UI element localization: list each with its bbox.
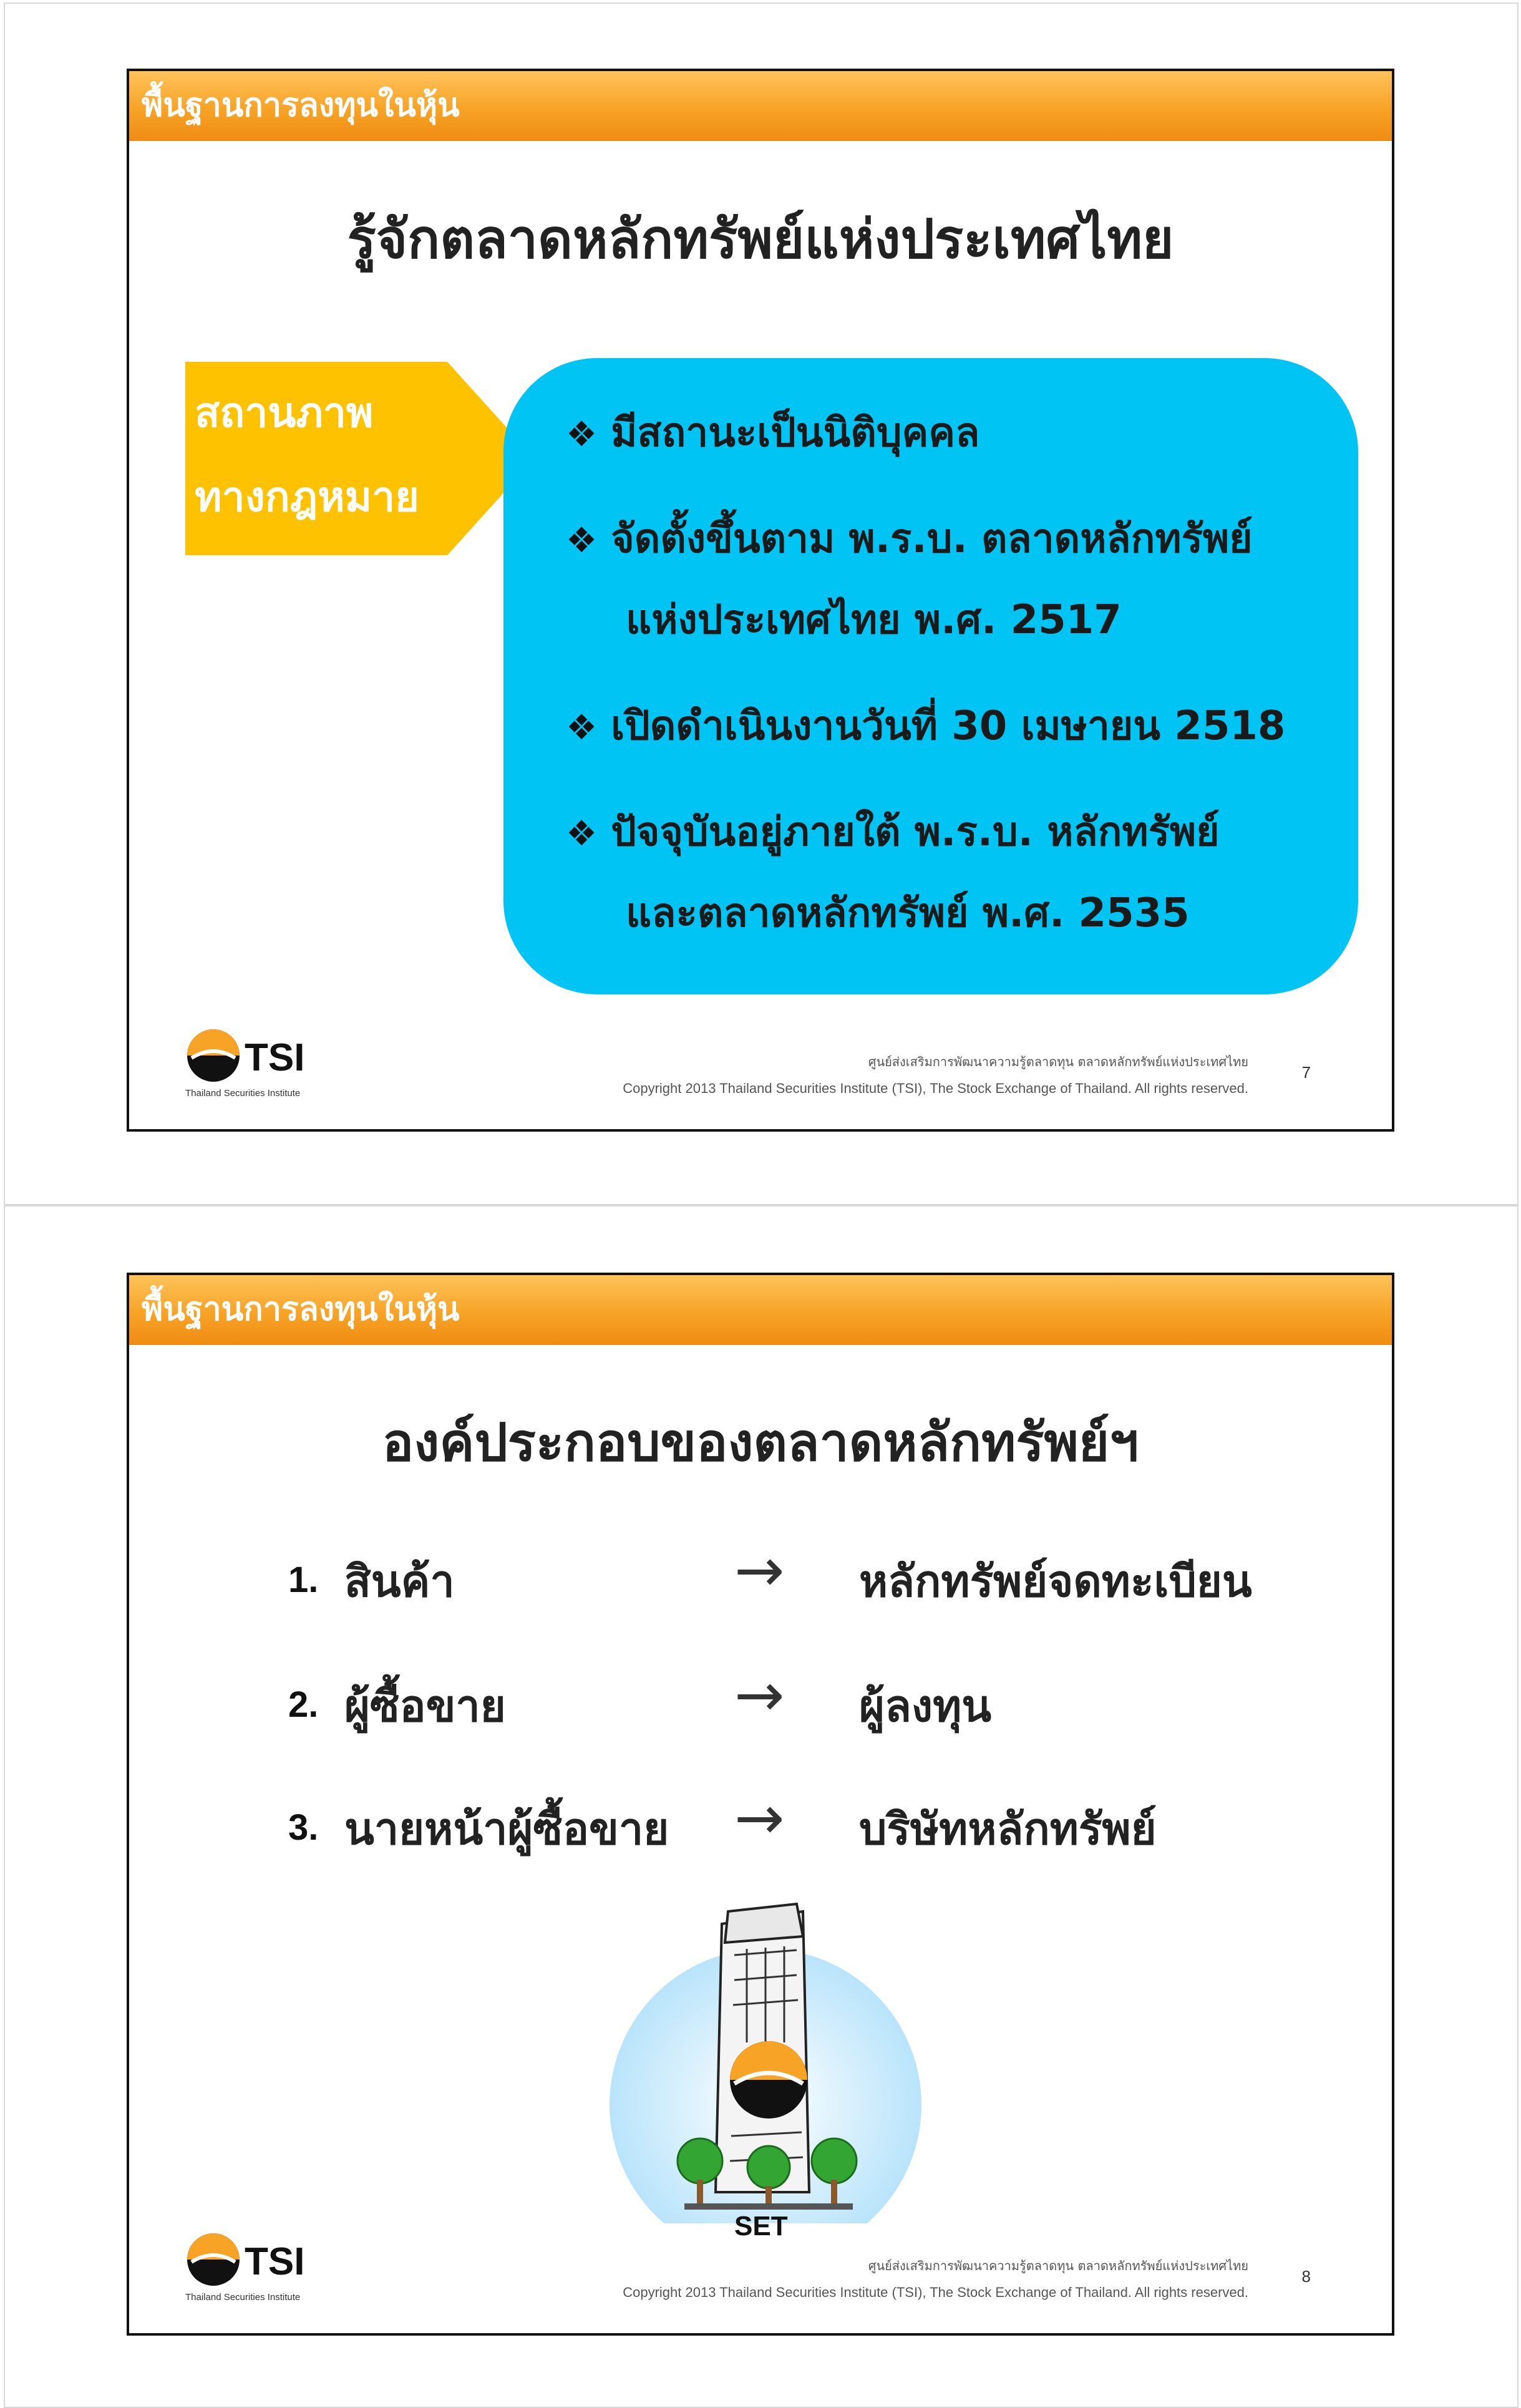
diamond-bullet-icon: ❖	[566, 813, 598, 854]
legal-status-label-line2: ทางกฎหมาย	[195, 473, 419, 521]
slide-header-text: พื้นฐานการลงทุนในหุ้น	[142, 1290, 460, 1328]
row-left-text: สินค้า	[344, 1556, 455, 1607]
page-number: 8	[1301, 2267, 1311, 2286]
tsi-logo	[185, 1026, 310, 1100]
footer-organization: ศูนย์ส่งเสริมการพัฒนาความรู้ตลาดทุน ตลาดหลักทรัพย์แห่งประเทศไทย	[868, 2258, 1248, 2273]
bullet-item: ❖ จัดตั้งขึ้นตาม พ.ร.บ. ตลาดหลักทรัพย์	[566, 498, 1253, 581]
bullet-item: ❖ เปิดดำเนินงานวันที่ 30 เมษายน 2518	[566, 686, 1285, 769]
row-number: 3.	[288, 1807, 319, 1848]
row-right-text: ผู้ลงทุน	[859, 1681, 992, 1732]
tsi-logo-mark-icon	[185, 2230, 310, 2292]
row-right-text: บริษัทหลักทรัพย์	[859, 1804, 1157, 1855]
slide-title: รู้จักตลาดหลักทรัพย์แห่งประเทศไทย	[347, 208, 1174, 271]
footer-organization: ศูนย์ส่งเสริมการพัฒนาความรู้ตลาดทุน ตลาดหลักทรัพย์แห่งประเทศไทย	[868, 1054, 1248, 1069]
row-left-text: ผู้ซื้อขาย	[344, 1681, 506, 1732]
svg-text:TSI: TSI	[245, 1036, 305, 1079]
diamond-bullet-icon: ❖	[566, 414, 598, 455]
diamond-bullet-icon: ❖	[566, 520, 598, 561]
bullet-item-continuation: และตลาดหลักทรัพย์ พ.ศ. 2535	[626, 890, 1190, 936]
slide-7	[127, 69, 1394, 1132]
set-building-illustration	[603, 1899, 928, 2223]
tsi-logo	[185, 2230, 310, 2304]
row-left-text: นายหน้าผู้ซื้อขาย	[344, 1804, 669, 1855]
bullet-item: ❖ มีสถานะเป็นนิติบุคคล	[566, 392, 979, 475]
page-number: 7	[1301, 1063, 1311, 1082]
tsi-logo-subtitle: Thailand Securities Institute	[185, 1088, 301, 1099]
slide-header	[129, 71, 1392, 141]
bullet-item-continuation: แห่งประเทศไทย พ.ศ. 2517	[626, 597, 1122, 643]
slide-title: องค์ประกอบของตลาดหลักทรัพย์ฯ	[382, 1412, 1139, 1473]
row-right-text: หลักทรัพย์จดทะเบียน	[859, 1556, 1252, 1607]
footer-copyright: Copyright 2013 Thailand Securities Institute (TSI), The Stock Exchange of Thailand. All rights reserved.	[623, 2284, 1248, 2300]
bullet-item: ❖ ปัจจุบันอยู่ภายใต้ พ.ร.บ. หลักทรัพย์	[566, 792, 1220, 875]
footer-copyright: Copyright 2013 Thailand Securities Institute (TSI), The Stock Exchange of Thailand. All rights reserved.	[623, 1080, 1248, 1096]
right-arrow-icon: →	[734, 1783, 785, 1853]
row-number: 1.	[288, 1560, 319, 1600]
right-arrow-icon: →	[734, 1535, 785, 1605]
diamond-bullet-icon: ❖	[566, 707, 598, 748]
svg-text:TSI: TSI	[245, 2240, 305, 2283]
tsi-logo-mark-icon	[185, 1026, 310, 1088]
slide-8	[127, 1273, 1394, 2336]
set-caption: SET	[734, 2211, 788, 2241]
slide-header-text: พื้นฐานการลงทุนในหุ้น	[142, 86, 460, 124]
legal-status-label-line1: สถานภาพ	[195, 389, 374, 437]
slide-header	[129, 1275, 1392, 1345]
right-arrow-icon: →	[734, 1660, 785, 1730]
row-number: 2.	[288, 1684, 319, 1725]
tsi-logo-subtitle: Thailand Securities Institute	[185, 2292, 301, 2303]
